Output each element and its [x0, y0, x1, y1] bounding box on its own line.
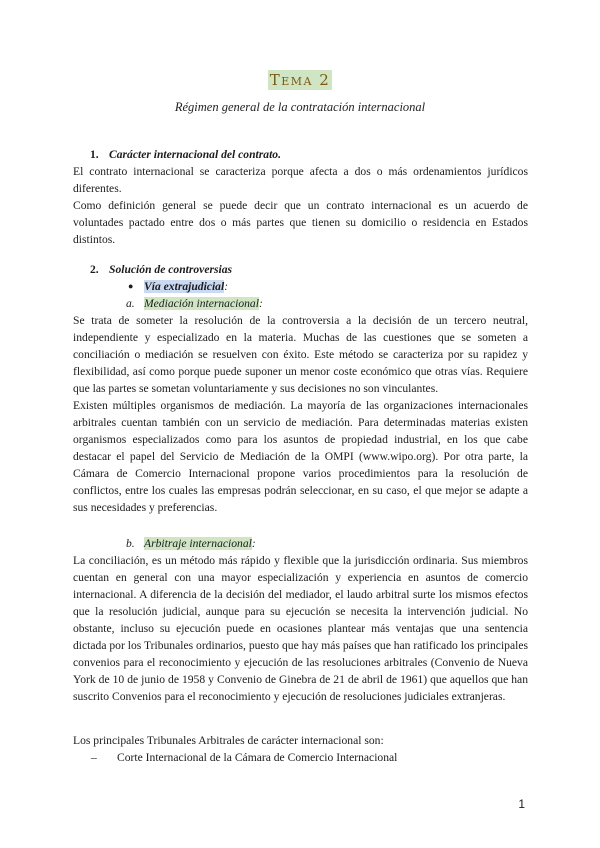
- page-number: 1: [518, 797, 525, 811]
- bullet-via-extrajudicial: [73, 278, 528, 295]
- section-1-heading-text: Carácter internacional del contrato.: [109, 148, 281, 161]
- dash-icon: –: [91, 751, 97, 764]
- section-2-heading-text: Solución de controversias: [109, 263, 233, 276]
- subsection-a-letter: a.: [126, 297, 135, 310]
- subsection-b-label: Arbitraje internacional: [144, 537, 252, 550]
- subsection-b-letter: b.: [126, 537, 135, 550]
- page-subtitle: Régimen general de la contratación internacional: [174, 100, 426, 114]
- section-1-paragraph-1: El contrato internacional se caracteriza porque afecta a dos o más ordenamientos jurídicos diferentes.: [73, 165, 528, 195]
- section-2-heading: [73, 261, 528, 278]
- subsection-a-colon: :: [258, 297, 263, 310]
- subsection-b-colon: :: [251, 537, 256, 550]
- list-item: [73, 749, 528, 766]
- list-item-text: Corte Internacional de la Cámara de Comercio Internacional: [117, 751, 398, 764]
- section-1-number: 1.: [90, 148, 99, 161]
- bullet-dot-icon: ●: [128, 281, 134, 291]
- subsection-b: [73, 535, 528, 705]
- tribunales-block: [73, 732, 528, 766]
- title-wrap: [0, 70, 600, 90]
- section-2: [73, 261, 528, 516]
- subsection-a-heading: [73, 295, 528, 312]
- section-1-paragraph-2: Como definición general se puede decir que un contrato internacional es un acuerdo de voluntades pactado entre dos o más partes que tienen su domicilio o residencia en Estados distintos.: [73, 199, 528, 246]
- section-1: [73, 146, 528, 248]
- arbitraje-paragraph-1: La conciliación, es un método más rápido y flexible que la jurisdicción ordinaria. Sus miembros cuentan en general con una mayor especialización y experiencia en asuntos de comercio internacional. A diferencia de la decisión del mediador, el laudo arbitral surte los mismos efectos que la resolución judicial, aunque para su ejecución se necesita la intervención judicial. No obstante, incluso su ejecución puede en ocasiones plantear más ventajas que una sentencia dictada por los Tribunales ordinarios, puesto que hay más países que han ratificado los principales convenios para el reconocimiento y ejecución de las resoluciones arbitrales (Convenio de Nueva York de 10 de junio de 1958 y Convenio de Ginebra de 21 de abril de 1961) que aquellos que han suscrito Convenios para el reconocimiento y ejecución de resoluciones judiciales extranjeras.: [73, 554, 528, 703]
- subsection-b-heading: [73, 535, 528, 552]
- bullet-colon: :: [224, 280, 229, 293]
- bullet-label: Vía extrajudicial: [144, 280, 225, 293]
- subsection-a-label: Mediación internacional: [144, 297, 259, 310]
- section-2-number: 2.: [90, 263, 99, 276]
- section-1-heading: [73, 146, 528, 163]
- page-title: Tema 2: [269, 71, 331, 89]
- arbitraje-paragraph-2: Los principales Tribunales Arbitrales de carácter internacional son:: [73, 734, 384, 747]
- mediacion-paragraph-2: Existen múltiples organismos de mediación. La mayoría de las organizaciones internacionales arbitrales cuentan también con un servicio de mediación. Para determinadas materias existen organismos especializados como para los asuntos de propiedad industrial, en los que cabe destacar el papel del Servicio de Mediación de la OMPI (www.wipo.org). Por otra parte, la Cámara de Comercio Internacional propone varios procedimientos para la resolución de conflictos, entre los cuales las empresas podrán seleccionar, en su caso, el que mejor se adapte a sus necesidades y preferencias.: [73, 399, 528, 514]
- mediacion-paragraph-1: Se trata de someter la resolución de la controversia a la decisión de un tercero neutral, independiente y especializado en la materia. Muchas de las cuestiones que se someten a conciliación o mediación se resuelven con éxito. Este método se caracteriza por su rapidez y flexibilidad, así como porque puede suponer un menor coste económico que otras vías. Requiere que las partes se sometan voluntariamente y sus decisiones no son vinculantes.: [73, 314, 528, 395]
